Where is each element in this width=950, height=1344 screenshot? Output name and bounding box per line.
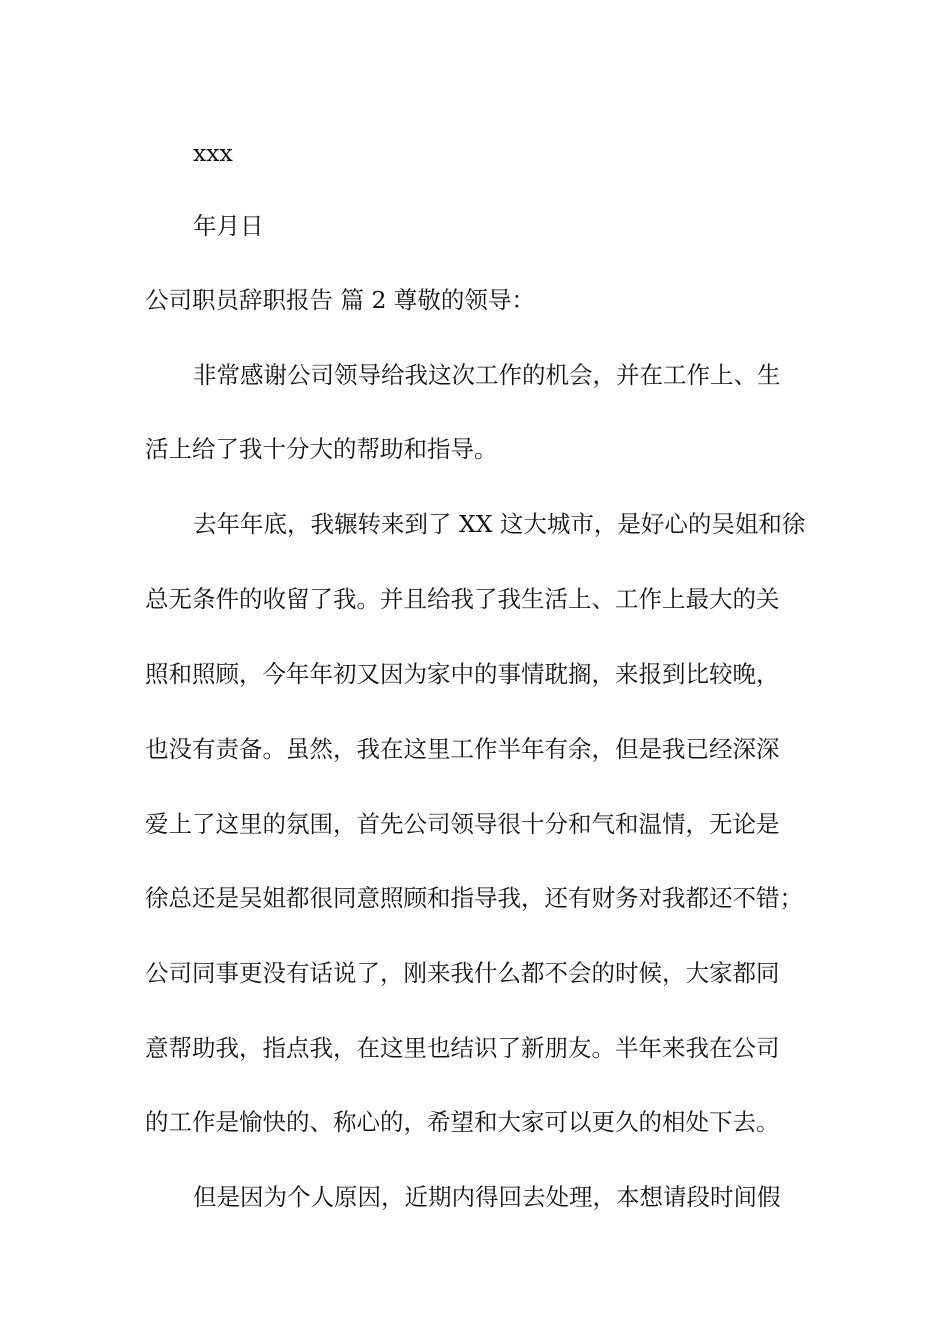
paragraph-line-7: 爱上了这里的氛围，首先公司领导很十分和气和温情，无论是 bbox=[145, 810, 780, 838]
paragraph-line-4: 总无条件的收留了我。并且给我了我生活上、工作上最大的关 bbox=[145, 585, 780, 613]
signature-name: xxx bbox=[193, 139, 233, 167]
paragraph-line-1: 非常感谢公司领导给我这次工作的机会，并在工作上、生 bbox=[193, 361, 781, 389]
date-line: 年月日 bbox=[193, 212, 264, 240]
paragraph-line-2: 活上给了我十分大的帮助和指导。 bbox=[145, 435, 498, 463]
paragraph-line-8: 徐总还是吴姐都很同意照顾和指导我，还有财务对我都还不错； bbox=[145, 884, 803, 912]
paragraph-line-10: 意帮助我，指点我，在这里也结识了新朋友。半年来我在公司 bbox=[145, 1034, 780, 1062]
paragraph-line-12: 但是因为个人原因，近期内得回去处理，本想请段时间假 bbox=[193, 1183, 781, 1211]
paragraph-line-11: 的工作是愉快的、称心的，希望和大家可以更久的相处下去。 bbox=[145, 1108, 780, 1136]
paragraph-line-9: 公司同事更没有话说了，刚来我什么都不会的时候，大家都同 bbox=[145, 959, 780, 987]
report-heading: 公司职员辞职报告 篇 2 尊敬的领导： bbox=[145, 286, 535, 314]
paragraph-line-5: 照和照顾，今年年初又因为家中的事情耽搁，来报到比较晚， bbox=[145, 660, 780, 688]
paragraph-line-6: 也没有责备。虽然，我在这里工作半年有余，但是我已经深深 bbox=[145, 735, 780, 763]
paragraph-line-3: 去年年底，我辗转来到了 XX 这大城市，是好心的吴姐和徐 bbox=[193, 510, 806, 538]
